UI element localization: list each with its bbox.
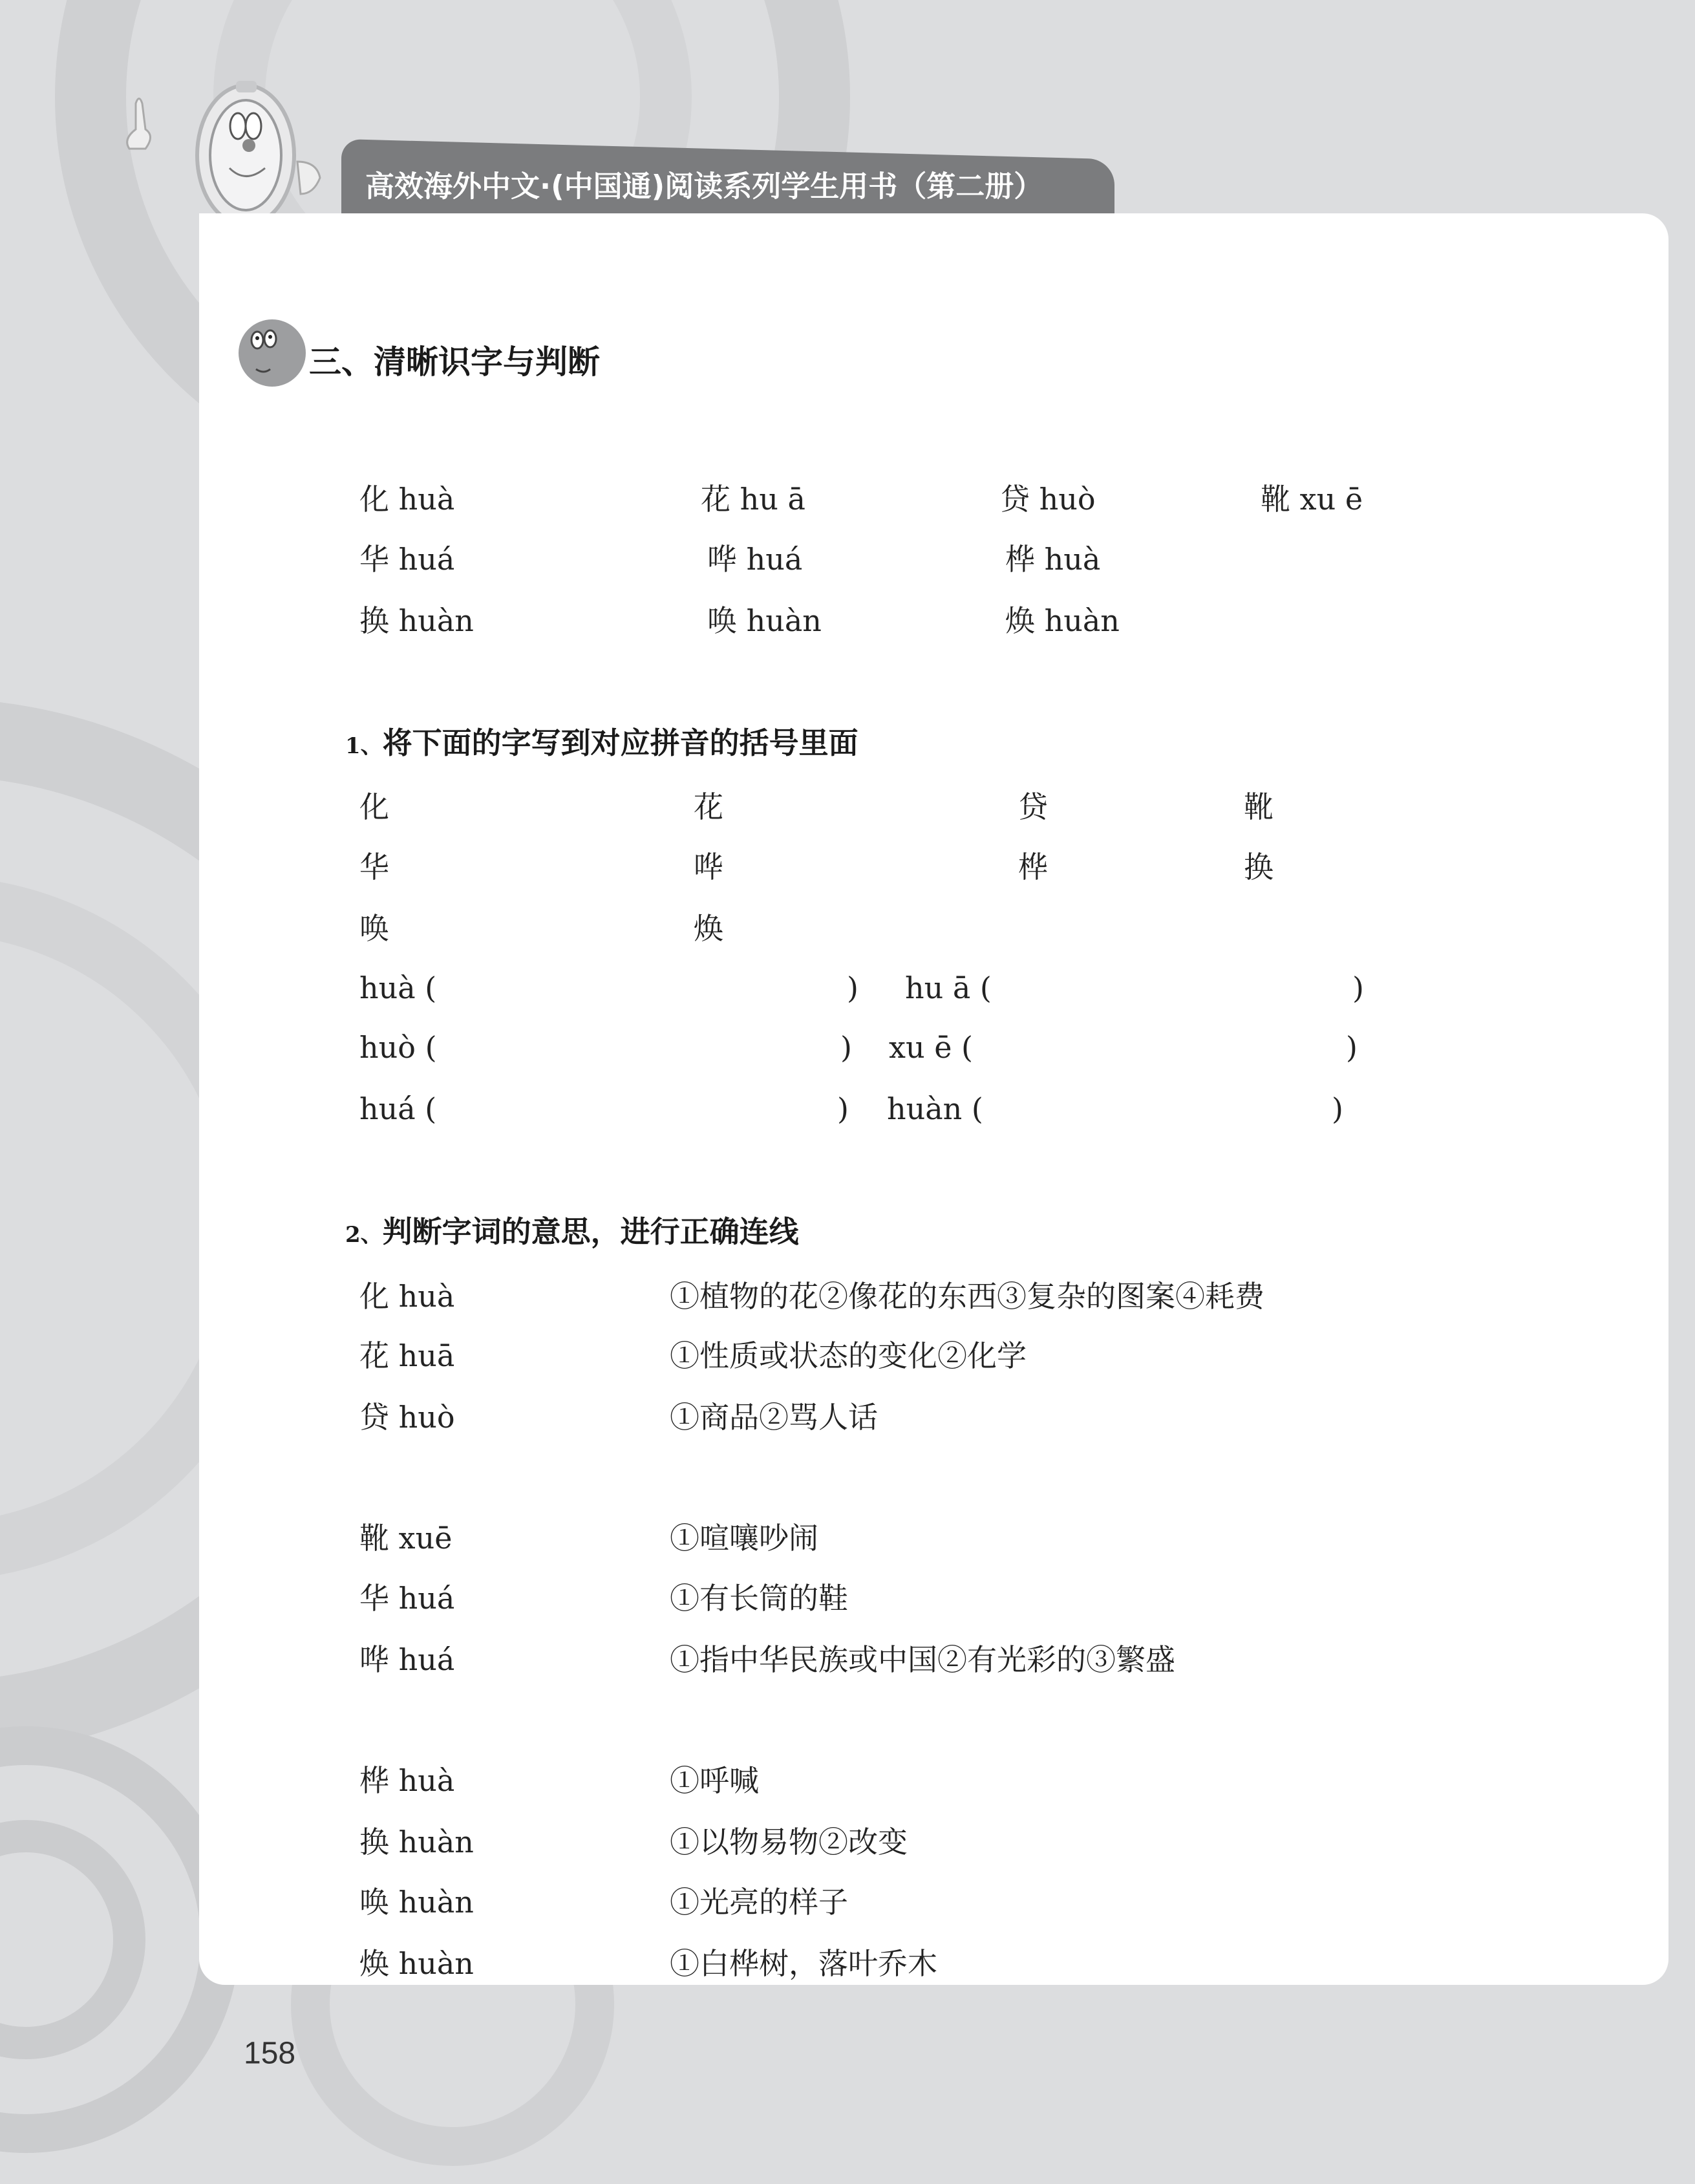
match-meaning: ①光亮的样子 (670, 1885, 848, 1920)
match-word: 换 huàn (359, 1825, 474, 1859)
blank-close: ) (840, 1030, 852, 1065)
question-title: 将下面的字写到对应拼音的括号里面 (382, 725, 858, 760)
pinyin-item: 华 huá (359, 542, 455, 577)
char: 华 (359, 850, 389, 884)
blank-label: huà ( (359, 970, 437, 1005)
question-number: 1、 (345, 733, 383, 759)
pinyin-item: 换 huàn (359, 603, 474, 638)
char: 贷 (1018, 789, 1048, 824)
section-title: 三、清晰识字与判断 (309, 343, 600, 381)
char: 换 (1244, 850, 1274, 884)
blank-label: huá ( (359, 1091, 437, 1126)
match-meaning: ①植物的花②像花的东西③复杂的图案④耗费 (670, 1279, 1264, 1314)
blank-close: ) (847, 970, 858, 1005)
blank-close: ) (1346, 1030, 1358, 1065)
page-number: 158 (244, 2036, 296, 2071)
match-meaning: ①呼喊 (670, 1763, 759, 1798)
match-meaning: ①指中华民族或中国②有光彩的③繁盛 (670, 1642, 1175, 1677)
pinyin-item: 花 hu ā (701, 482, 805, 517)
blank-close: ) (1332, 1091, 1343, 1126)
smiley-face-icon (237, 317, 308, 389)
blank-close: ) (1352, 970, 1364, 1005)
pinyin-item: 唤 huàn (707, 603, 822, 638)
pinyin-item: 桦 huà (1005, 542, 1101, 577)
pinyin-item: 化 huà (359, 482, 455, 517)
pinyin-item: 贷 huò (1000, 482, 1096, 517)
match-word: 哗 huá (359, 1642, 455, 1677)
question-1-heading (345, 720, 858, 762)
match-word: 焕 huàn (359, 1946, 474, 1981)
match-word: 化 huà (359, 1279, 455, 1314)
char: 唤 (359, 911, 389, 946)
char: 靴 (1244, 789, 1274, 824)
blank-label: huàn ( (887, 1091, 983, 1126)
match-meaning: ①性质或状态的变化②化学 (670, 1338, 1027, 1373)
match-meaning: ①有长筒的鞋 (670, 1581, 848, 1616)
blank-label: huò ( (359, 1030, 437, 1065)
char: 焕 (694, 911, 723, 946)
char: 化 (359, 789, 389, 824)
match-word: 华 huá (359, 1581, 455, 1616)
match-meaning: ①商品②骂人话 (670, 1400, 878, 1435)
blank-close: ) (837, 1091, 849, 1126)
clock-mascot-icon (110, 65, 343, 233)
pinyin-item: 靴 xu ē (1261, 482, 1363, 517)
blank-label: xu ē ( (889, 1030, 973, 1065)
blank-label: hu ā ( (905, 970, 992, 1005)
question-number: 2、 (345, 1222, 383, 1248)
char: 花 (694, 789, 723, 824)
char: 哗 (694, 850, 723, 884)
match-word: 唤 huàn (359, 1885, 474, 1920)
match-meaning: ①以物易物②改变 (670, 1825, 908, 1859)
match-word: 靴 xuē (359, 1521, 453, 1556)
match-word: 桦 huà (359, 1763, 455, 1798)
match-meaning: ①白桦树，落叶乔木 (670, 1946, 937, 1981)
question-2-heading (345, 1208, 799, 1251)
match-word: 贷 huò (359, 1400, 455, 1435)
match-word: 花 huā (359, 1338, 455, 1373)
book-title: 高效海外中文·(中国通)阅读系列学生用书（第二册） (365, 169, 1043, 204)
question-title: 判断字词的意思，进行正确连线 (382, 1214, 799, 1249)
match-meaning: ①喧嚷吵闹 (670, 1521, 818, 1556)
char: 桦 (1018, 850, 1048, 884)
pinyin-item: 哗 huá (707, 542, 803, 577)
pinyin-item: 焕 huàn (1005, 603, 1120, 638)
